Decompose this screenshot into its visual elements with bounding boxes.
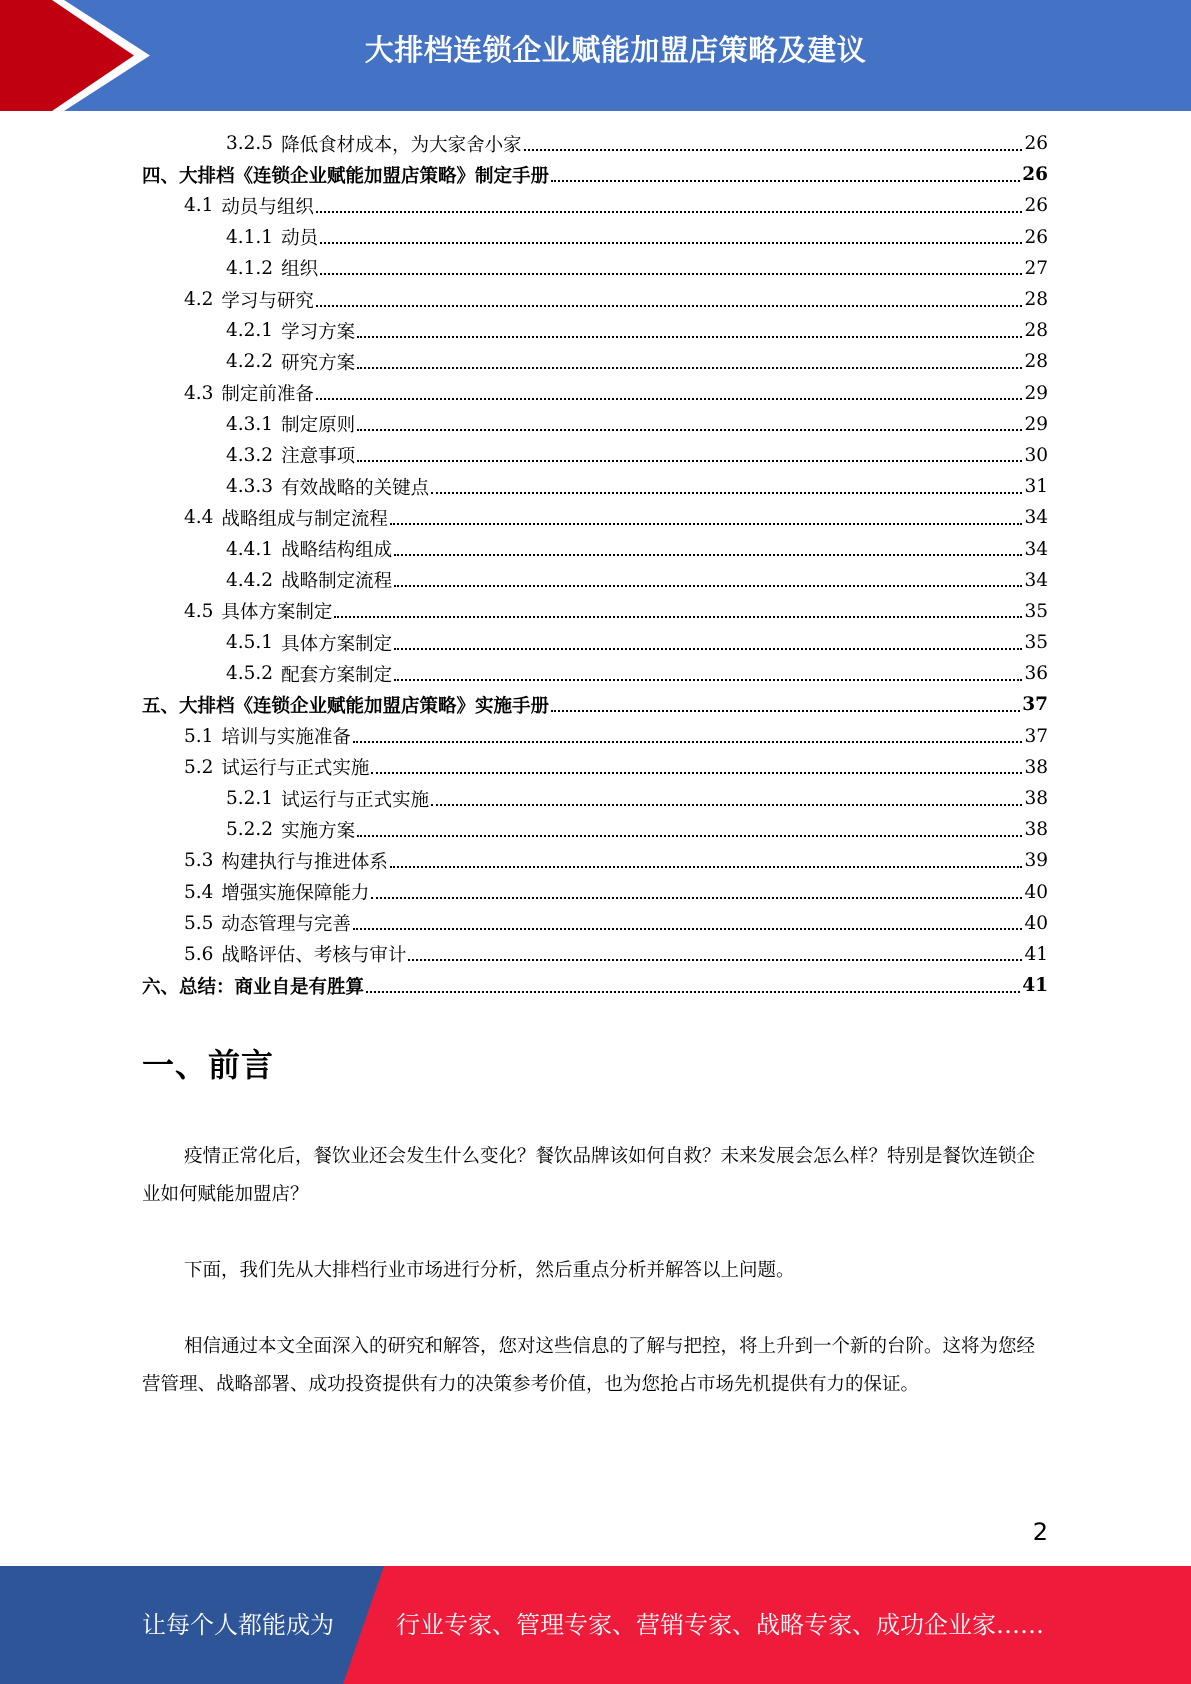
toc-entry-number: 4.3.3 — [226, 476, 274, 498]
toc-dot-leader — [357, 367, 1022, 369]
toc-entry[interactable] — [142, 533, 1048, 564]
toc-entry-title: 战略组成与制定流程 — [221, 508, 388, 530]
toc-entry-title: 战略结构组成 — [281, 540, 393, 562]
toc-entry-number: 5.2 — [184, 756, 214, 778]
toc-entry-title: 增强实施保障能力 — [221, 883, 370, 905]
toc-dot-leader — [551, 180, 1020, 182]
toc-entry-number: 4.4.2 — [226, 569, 274, 591]
toc-entry-page: 37 — [1022, 694, 1048, 716]
toc-entry-page: 35 — [1024, 600, 1048, 622]
toc-entry-number: 5.3 — [184, 850, 214, 872]
toc-entry-title: 战略制定流程 — [281, 571, 393, 593]
toc-entry[interactable] — [142, 877, 1048, 908]
toc-entry[interactable] — [142, 814, 1048, 845]
toc-entry-title: 制定原则 — [281, 415, 356, 437]
toc-entry-title: 制定前准备 — [221, 384, 314, 406]
toc-dot-leader — [390, 866, 1023, 868]
toc-entry-number: 5.1 — [184, 725, 214, 747]
toc-entry-page: 30 — [1024, 444, 1048, 466]
toc-entry-page: 37 — [1024, 725, 1048, 747]
toc-entry-page: 38 — [1024, 819, 1048, 841]
toc-entry[interactable] — [142, 752, 1048, 783]
toc-dot-leader — [320, 273, 1022, 275]
toc-entry[interactable] — [142, 346, 1048, 377]
toc-dot-leader — [316, 211, 1023, 213]
toc-entry-title: 试运行与正式实施 — [281, 789, 430, 811]
toc-dot-leader — [353, 928, 1023, 930]
toc-dot-leader — [334, 616, 1022, 618]
toc-entry[interactable] — [142, 471, 1048, 502]
toc-entry-title: 学习方案 — [281, 321, 356, 343]
toc-entry-title: 有效战略的关键点 — [281, 477, 430, 499]
toc-entry-number: 5.6 — [184, 943, 214, 965]
toc-entry[interactable] — [142, 222, 1048, 253]
toc-entry[interactable] — [142, 783, 1048, 814]
toc-dot-leader — [357, 460, 1022, 462]
paragraph-1: 疫情正常化后，餐饮业还会发生什么变化？餐饮品牌该如何自救？未来发展会怎么样？特别是餐饮连锁企业如何赋能加盟店？ — [142, 1146, 1036, 1205]
toc-dot-leader — [551, 710, 1020, 712]
toc-entry-page: 28 — [1024, 320, 1048, 342]
toc-entry-page: 41 — [1022, 975, 1048, 997]
toc-dot-leader — [316, 305, 1023, 307]
toc-entry[interactable] — [142, 409, 1048, 440]
toc-entry-title: 四、大排档《连锁企业赋能加盟店策略》制定手册 — [142, 165, 550, 187]
toc-entry-title: 研究方案 — [281, 352, 356, 374]
toc-entry[interactable] — [142, 627, 1048, 658]
toc-entry[interactable] — [142, 190, 1048, 221]
toc-entry-number: 4.1 — [184, 195, 214, 217]
toc-entry-page: 41 — [1024, 943, 1048, 965]
toc-entry-title: 战略评估、考核与审计 — [221, 945, 407, 967]
toc-entry[interactable] — [142, 689, 1048, 720]
toc-entry-title: 配套方案制定 — [281, 664, 393, 686]
toc-entry-number: 4.2 — [184, 289, 214, 311]
toc-entry-page: 28 — [1024, 351, 1048, 373]
toc-dot-leader — [408, 959, 1022, 961]
toc-dot-leader — [357, 429, 1022, 431]
toc-entry-number: 4.5.2 — [226, 663, 274, 685]
toc-entry-title: 六、总结：商业自是有胜算 — [142, 976, 365, 998]
toc-entry-title: 具体方案制定 — [221, 602, 333, 624]
page-footer — [0, 1566, 1191, 1684]
toc-entry-page: 27 — [1024, 257, 1048, 279]
toc-entry-number: 4.3.1 — [226, 413, 274, 435]
toc-entry-title: 注意事项 — [281, 446, 356, 468]
toc-entry-number: 4.2.2 — [226, 351, 274, 373]
toc-dot-leader — [371, 772, 1022, 774]
toc-entry[interactable] — [142, 284, 1048, 315]
toc-entry-page: 35 — [1024, 632, 1048, 654]
toc-entry[interactable] — [142, 596, 1048, 627]
toc-entry-page: 26 — [1024, 133, 1048, 155]
toc-entry[interactable] — [142, 159, 1048, 190]
toc-entry-number: 5.2.1 — [226, 788, 274, 810]
section-heading: 一、前言 — [142, 1046, 275, 1084]
toc-entry-number: 5.2.2 — [226, 819, 274, 841]
toc-dot-leader — [394, 554, 1022, 556]
toc-entry-page: 26 — [1022, 164, 1048, 186]
toc-entry-number: 5.5 — [184, 912, 214, 934]
toc-entry[interactable] — [142, 565, 1048, 596]
toc-entry-number: 4.4 — [184, 507, 214, 529]
toc-entry-title: 试运行与正式实施 — [221, 758, 370, 780]
toc-entry-title: 构建执行与推进体系 — [221, 851, 388, 873]
toc-dot-leader — [357, 835, 1022, 837]
toc-entry-page: 40 — [1024, 881, 1048, 903]
toc-entry-page: 34 — [1024, 507, 1048, 529]
toc-entry-page: 31 — [1024, 476, 1048, 498]
toc-entry-title: 实施方案 — [281, 820, 356, 842]
paragraph-3: 相信通过本文全面深入的研究和解答，您对这些信息的了解与把控，将上升到一个新的台阶。这将为您经营管理、战略部署、成功投资提供有力的决策参考价值，也为您抢占市场先机提供有力的保证。 — [142, 1336, 1036, 1395]
toc-entry-number: 5.4 — [184, 881, 214, 903]
toc-entry[interactable] — [142, 721, 1048, 752]
toc-entry-number: 4.1.2 — [226, 257, 274, 279]
toc-entry[interactable] — [142, 315, 1048, 346]
toc-entry-number: 4.5 — [184, 600, 214, 622]
footer-slogan-left: 让每个人都能成为 — [142, 1611, 334, 1639]
toc-entry-title: 具体方案制定 — [281, 633, 393, 655]
toc-entry[interactable] — [142, 502, 1048, 533]
toc-entry-page: 29 — [1024, 382, 1048, 404]
toc-entry[interactable] — [142, 253, 1048, 284]
document-title: 大排档连锁企业赋能加盟店策略及建议 — [364, 33, 867, 67]
toc-entry-page: 39 — [1024, 850, 1048, 872]
toc-entry-page: 28 — [1024, 289, 1048, 311]
toc-dot-leader — [371, 897, 1022, 899]
toc-entry-title: 降低食材成本，为大家舍小家 — [281, 134, 522, 156]
toc-entry-number: 4.5.1 — [226, 632, 274, 654]
toc-entry-title: 组织 — [281, 259, 319, 281]
toc-entry[interactable] — [142, 128, 1048, 159]
toc-entry-page: 36 — [1024, 663, 1048, 685]
toc-dot-leader — [366, 991, 1020, 993]
page-header — [0, 0, 1191, 111]
toc-entry-page: 34 — [1024, 569, 1048, 591]
toc-dot-leader — [431, 492, 1022, 494]
toc-entry[interactable] — [142, 440, 1048, 471]
toc-entry[interactable] — [142, 658, 1048, 689]
toc-dot-leader — [524, 149, 1023, 151]
toc-entry-page: 38 — [1024, 756, 1048, 778]
toc-entry-title: 学习与研究 — [221, 290, 314, 312]
toc-dot-leader — [394, 679, 1022, 681]
table-of-contents — [142, 128, 1048, 1001]
toc-entry[interactable] — [142, 908, 1048, 939]
toc-entry[interactable] — [142, 970, 1048, 1001]
toc-entry-title: 动员 — [281, 228, 319, 250]
toc-entry-page: 26 — [1024, 226, 1048, 248]
toc-dot-leader — [353, 741, 1023, 743]
toc-entry-title: 五、大排档《连锁企业赋能加盟店策略》实施手册 — [142, 695, 550, 717]
toc-entry-page: 38 — [1024, 788, 1048, 810]
toc-dot-leader — [431, 804, 1022, 806]
toc-dot-leader — [357, 336, 1022, 338]
toc-dot-leader — [316, 398, 1023, 400]
footer-slogan-right: 行业专家、管理专家、营销专家、战略专家、成功企业家…… — [396, 1611, 1044, 1639]
toc-entry-number: 4.1.1 — [226, 226, 274, 248]
toc-entry-page: 26 — [1024, 195, 1048, 217]
toc-entry[interactable] — [142, 845, 1048, 876]
toc-entry-page: 40 — [1024, 912, 1048, 934]
toc-entry-number: 4.3 — [184, 382, 214, 404]
toc-dot-leader — [394, 585, 1022, 587]
toc-entry-title: 动态管理与完善 — [221, 914, 351, 936]
paragraph-2: 下面，我们先从大排档行业市场进行分析，然后重点分析并解答以上问题。 — [184, 1260, 795, 1281]
page-number: 2 — [1032, 1518, 1048, 1546]
toc-dot-leader — [394, 648, 1022, 650]
toc-entry-page: 29 — [1024, 413, 1048, 435]
toc-entry-number: 4.2.1 — [226, 320, 274, 342]
toc-entry-title: 培训与实施准备 — [221, 727, 351, 749]
toc-dot-leader — [320, 242, 1022, 244]
toc-entry-number: 4.4.1 — [226, 538, 274, 560]
toc-entry-number: 3.2.5 — [226, 133, 274, 155]
toc-dot-leader — [390, 523, 1023, 525]
toc-entry[interactable] — [142, 378, 1048, 409]
toc-entry[interactable] — [142, 939, 1048, 970]
toc-entry-title: 动员与组织 — [221, 196, 314, 218]
toc-entry-page: 34 — [1024, 538, 1048, 560]
toc-entry-number: 4.3.2 — [226, 444, 274, 466]
